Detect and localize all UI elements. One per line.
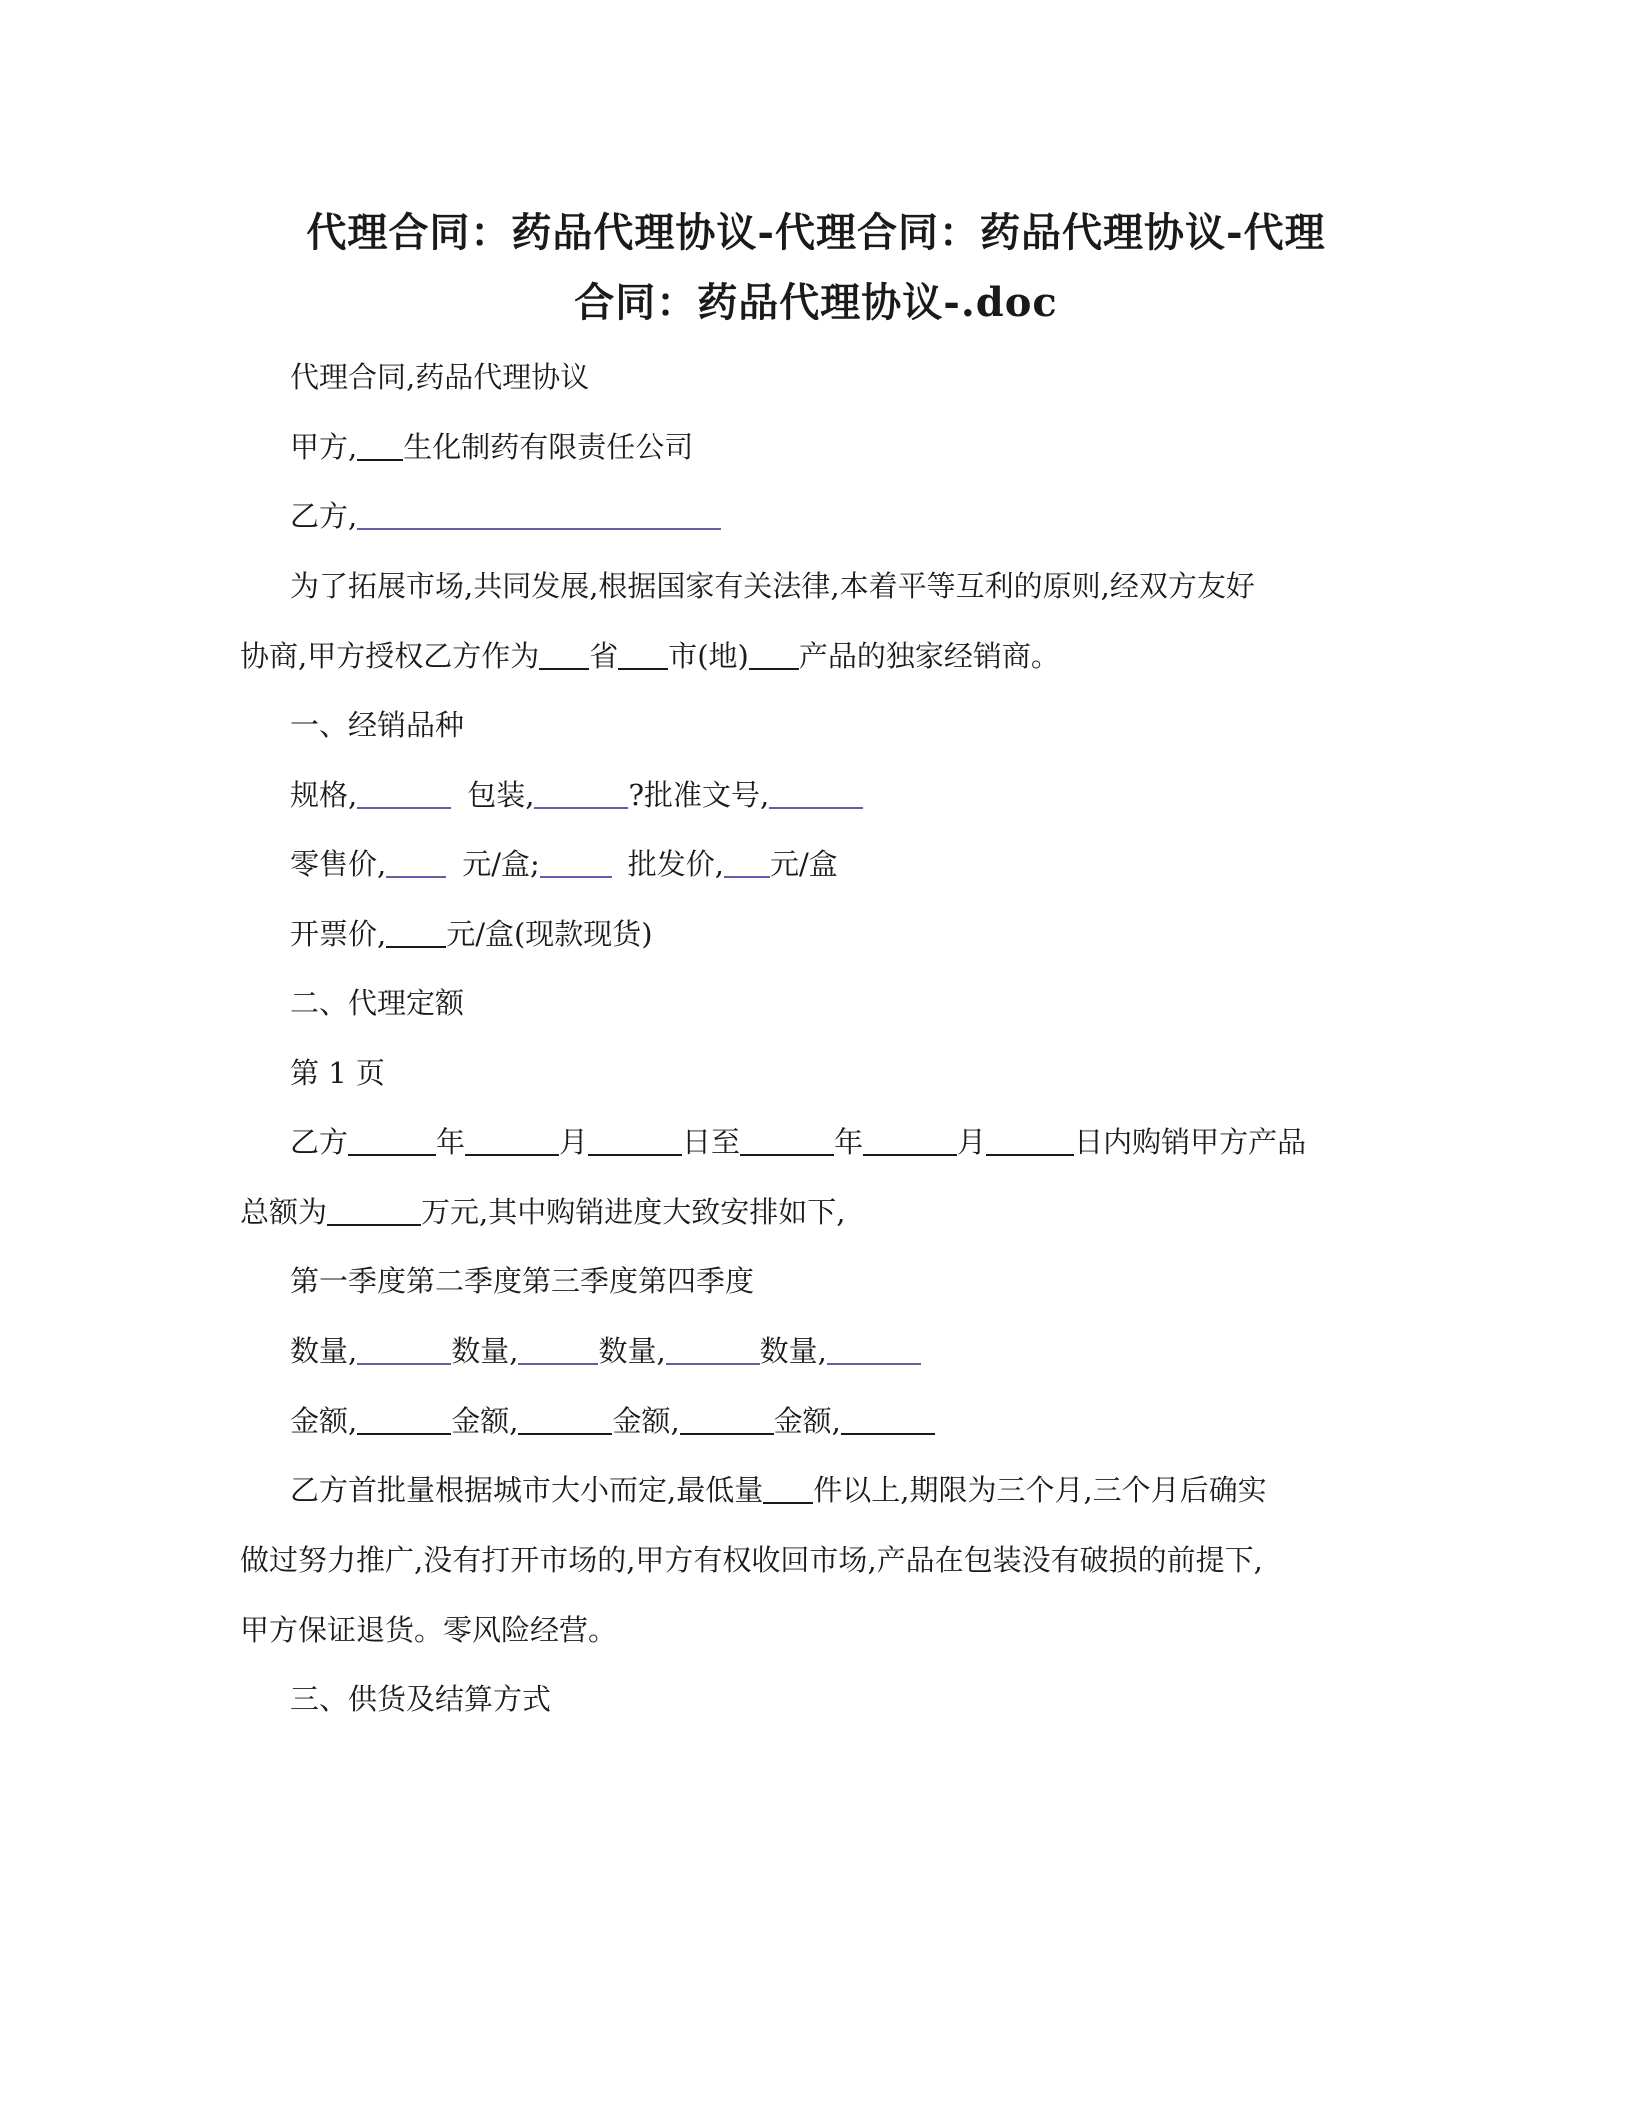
approval-label: ?批准文号,	[628, 778, 770, 812]
amount-label: 金额,	[451, 1404, 519, 1438]
title-line-2: 合同：药品代理协议-.doc	[574, 279, 1058, 326]
blank-field	[357, 498, 721, 530]
blank-field	[680, 1403, 774, 1435]
city-label: 市(地)	[668, 639, 749, 673]
blank-field	[386, 916, 446, 948]
section-heading: 三、供货及结算方式	[290, 1682, 552, 1716]
blank-field	[357, 429, 403, 461]
quantity-label: 数量,	[759, 1334, 827, 1368]
month-label: 月	[957, 1125, 987, 1159]
blank-field	[348, 1124, 436, 1156]
blank-field	[827, 1333, 921, 1365]
quantity-label: 数量,	[451, 1334, 519, 1368]
retail-label: 零售价,	[290, 847, 387, 881]
blank-field	[357, 1403, 451, 1435]
batch-text: 件以上,期限为三个月,三个月后确实	[813, 1473, 1267, 1507]
party-b-label: 乙方,	[290, 499, 358, 533]
intro-line-1	[290, 566, 1255, 606]
title-line-1: 代理合同：药品代理协议-代理合同：药品代理协议-代理	[306, 209, 1326, 256]
page-marker	[290, 1053, 385, 1093]
quota-text: 万元,其中购销进度大致安排如下,	[421, 1195, 846, 1229]
quota-text: 总额为	[240, 1195, 328, 1229]
invoice-label: 开票价,	[290, 917, 387, 951]
blank-field	[534, 777, 628, 809]
blank-field	[327, 1194, 421, 1226]
blank-field	[465, 1124, 559, 1156]
blank-field	[618, 638, 668, 670]
package-label: 包装,	[467, 778, 535, 812]
blank-field	[863, 1124, 957, 1156]
amount-label: 金额,	[612, 1404, 680, 1438]
batch-line-1	[290, 1470, 1267, 1510]
amount-label: 金额,	[773, 1404, 841, 1438]
blank-field	[357, 1333, 451, 1365]
unit-label: 元/盒;	[462, 847, 540, 881]
intro-text: 产品的独家经销商。	[798, 639, 1060, 673]
unit-label: 元/盒(现款现货)	[446, 917, 653, 951]
blank-field	[540, 846, 612, 878]
section-2-heading	[290, 983, 464, 1023]
blank-field	[518, 1333, 598, 1365]
spec-label: 规格,	[290, 778, 358, 812]
batch-text: 做过努力推广,没有打开市场的,甲方有权收回市场,产品在包装没有破损的前提下,	[240, 1543, 1263, 1577]
party-a-company: 生化制药有限责任公司	[403, 430, 694, 464]
contract-header	[290, 357, 589, 397]
batch-line-3	[240, 1610, 617, 1650]
section-3-heading	[290, 1679, 551, 1719]
section-heading: 一、经销品种	[290, 708, 465, 742]
blank-field	[740, 1124, 834, 1156]
invoice-price-line	[290, 914, 653, 954]
quarters-text: 第一季度第二季度第三季度第四季度	[290, 1264, 755, 1298]
blank-field	[724, 846, 770, 878]
month-label: 月	[559, 1125, 589, 1159]
unit-label: 元/盒	[769, 847, 838, 881]
intro-line-2	[240, 636, 1060, 676]
blank-field	[763, 1472, 813, 1504]
section-heading: 二、代理定额	[290, 986, 465, 1020]
quota-line-2	[240, 1192, 845, 1232]
quantity-label: 数量,	[290, 1334, 358, 1368]
party-a-line	[290, 427, 693, 467]
batch-text: 甲方保证退货。零风险经营。	[240, 1613, 618, 1647]
year-label: 年	[436, 1125, 466, 1159]
blank-field	[386, 846, 446, 878]
party-a-label: 甲方,	[290, 430, 358, 464]
quota-text: 乙方	[290, 1125, 349, 1159]
blank-field	[666, 1333, 760, 1365]
intro-text: 协商,甲方授权乙方作为	[240, 639, 540, 673]
batch-line-2	[240, 1540, 1263, 1580]
blank-field	[518, 1403, 612, 1435]
amount-label: 金额,	[290, 1404, 358, 1438]
spec-line	[290, 775, 863, 815]
party-b-line	[290, 496, 721, 536]
province-label: 省	[589, 639, 619, 673]
section-1-heading	[290, 705, 464, 745]
header-text: 代理合同,药品代理协议	[290, 360, 590, 394]
batch-text: 乙方首批量根据城市大小而定,最低量	[290, 1473, 764, 1507]
blank-field	[749, 638, 799, 670]
quarters-line	[290, 1261, 754, 1301]
intro-text: 为了拓展市场,共同发展,根据国家有关法律,本着平等互利的原则,经双方友好	[290, 569, 1255, 603]
blank-field	[539, 638, 589, 670]
day-to-label: 日至	[682, 1125, 741, 1159]
quota-text: 日内购销甲方产品	[1074, 1125, 1307, 1159]
blank-field	[769, 777, 863, 809]
page-number: 第 1 页	[290, 1056, 385, 1090]
retail-price-line	[290, 844, 838, 884]
blank-field	[841, 1403, 935, 1435]
quantity-line	[290, 1331, 921, 1371]
blank-field	[986, 1124, 1074, 1156]
quota-line-1	[290, 1122, 1306, 1162]
quantity-label: 数量,	[598, 1334, 666, 1368]
blank-field	[357, 777, 451, 809]
amount-line	[290, 1401, 935, 1441]
year-label: 年	[834, 1125, 864, 1159]
blank-field	[588, 1124, 682, 1156]
wholesale-label: 批发价,	[627, 847, 724, 881]
document-title	[240, 198, 1392, 338]
